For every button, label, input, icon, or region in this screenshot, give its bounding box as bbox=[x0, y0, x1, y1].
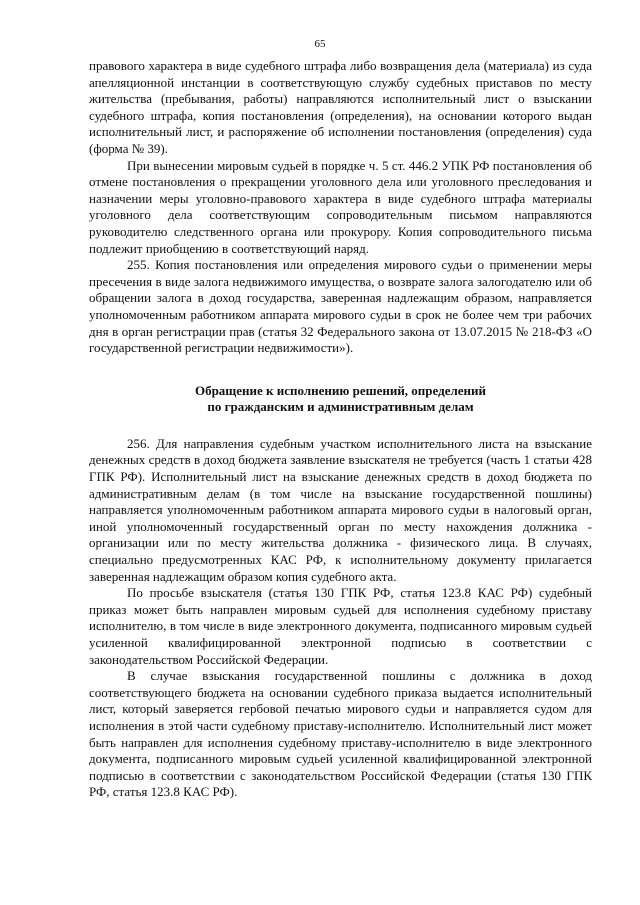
document-body bbox=[89, 58, 592, 801]
section-heading-line-2: по гражданским и административным делам bbox=[207, 399, 474, 415]
section-heading bbox=[89, 383, 592, 416]
paragraph-state-duty: В случае взыскания государственной пошлины с должника в доход соответствующего бюджета на основании судебного приказа выдается исполнительный лист, который заверяется гербовой печатью мирового судьи и направляется судом для исполнения в этой части судебному приставу-исполнителю. Исполнительный лист может быть направлен для исполнения судебному приставу-исполнителю в виде электронного документа, подписанного мировым судьей усиленной квалифицированной электронной подписью в соответствии с законодательством Российской Федерации (статья 130 ГПК РФ, статья 123.8 КАС РФ). bbox=[89, 668, 592, 800]
paragraph-1: правового характера в виде судебного штрафа либо возвращения дела (материала) из суда апелляционной инстанции в соответствующую службу судебных приставов по месту жительства (пребывания, работы) направляются исполнительный лист о взыскании судебного штрафа, копия постановления (определения), на основании которого выдан исполнительный лист, и распоряжение об исполнении постановления (определения) суда (форма № 39). bbox=[89, 58, 592, 156]
section-heading-line-1: Обращение к исполнению решений, определений bbox=[194, 382, 487, 398]
paragraph-court-order: По просьбе взыскателя (статья 130 ГПК РФ, статья 123.8 КАС РФ) судебный приказ может быть направлен мировым судьей для исполнения судебному приставу исполнителю, в том числе в виде электронного документа, подписанного мировым судьей усиленной квалифицированной электронной подписью в соответствии с законодательством Российской Федерации. bbox=[89, 585, 592, 667]
page-number: 65 bbox=[314, 38, 326, 50]
paragraph-255: 255. Копия постановления или определения мирового судьи о применении меры пресечения в виде залога недвижимого имущества, о возврате залога залогодателю или об обращении залога в доход государства, заверенная надлежащим образом, направляется уполномоченным работником аппарата мирового судьи в срок не более чем три рабочих дня в орган регистрации прав (статья 32 Федерального закона от 13.07.2015 № 218-ФЗ «О государственной регистрации недвижимости»). bbox=[89, 257, 592, 356]
paragraph-256: 256. Для направления судебным участком исполнительного листа на взыскание денежных средств в доход бюджета заявление взыскателя не требуется (часть 1 статьи 428 ГПК РФ). Исполнительный лист на взыскание денежных средств в доход бюджета по административным делам (в том числе на взыскание государственной пошлины) направляется уполномоченным работником аппарата мирового судьи в налоговый орган, иной уполномоченный государственный орган по месту нахождения должника - организации или по месту жительства должника - физического лица. В случаях, специально предусмотренных КАС РФ, к исполнительному документу прилагается заверенная надлежащим образом копия судебного акта. bbox=[89, 435, 592, 584]
paragraph-2: При вынесении мировым судьей в порядке ч. 5 ст. 446.2 УПК РФ постановления об отмене постановления о прекращении уголовного дела или уголовного преследования и назначении меры уголовно-правового характера в виде судебного штрафа материалы уголовного дела соответствующим сопроводительным письмом направляются руководителю следственного органа или прокурору. Копия сопроводительного письма подлежит приобщению в соответствующий наряд. bbox=[89, 157, 592, 256]
